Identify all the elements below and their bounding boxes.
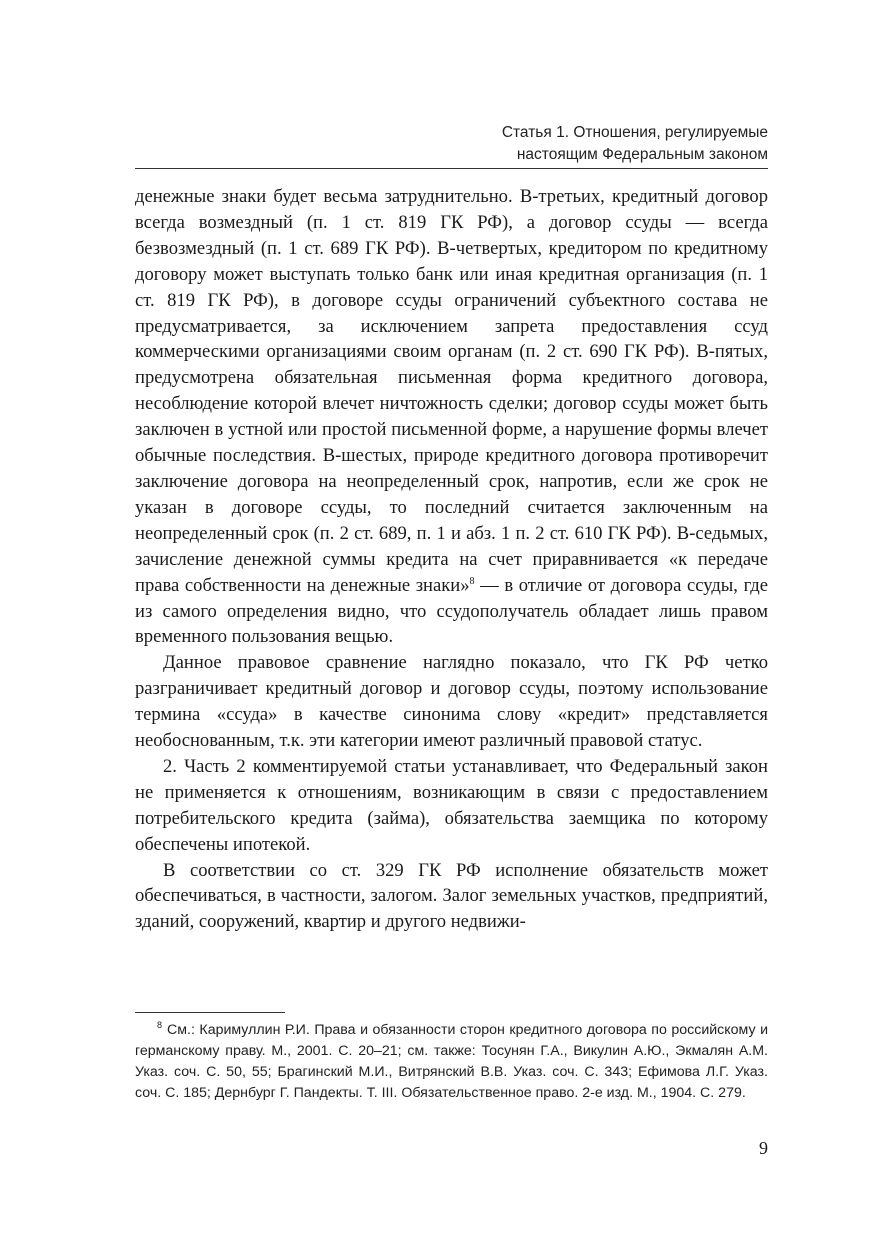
footnote <box>135 1020 768 1104</box>
paragraph-2: Данное правовое сравнение наглядно показало, что ГК РФ четко разграничивает кредитный договор и договор ссуды, поэтому использование термина «ссуда» в качестве синонима слову «кредит» представляется необоснованным, т.к. эти категории имеют различный правовой статус. <box>135 652 768 752</box>
paragraph-3: 2. Часть 2 комментируемой статьи устанавливает, что Федеральный закон не применяется к отношениям, возникающим в связи с предоставлением потребительского кредита (займа), обязательства заемщика по которому обеспечены ипотекой. <box>135 755 768 855</box>
paragraph-1-text-a: денежные знаки будет весьма затруднительно. В-третьих, кредитный договор всегда возмездный (п. 1 ст. 819 ГК РФ), а договор ссуды — всегда безвозмездный (п. 1 ст. 689 ГК РФ). В-четвертых, кредитором по кредитному договору может выступать только банк или иная кредитная организация (п. 1 ст. 819 ГК РФ), в договоре ссуды ограничений субъектного состава не предусматривается, за исключением запрета предоставления ссуд коммерческими организациями своим органам (п. 2 ст. 690 ГК РФ). В-пятых, предусмотрена обязательная письменная форма кредитного договора, несоблюдение которой влечет ничтожность сделки; договор ссуды может быть заключен в устной или простой письменной форме, а нарушение формы влечет обычные последствия. В-шестых, природе кредитного договора противоречит заключение договора на неопределенный срок, напротив, если же срок не указан в договоре ссуды, то последний считается заключенным на неопределенный срок (п. 2 ст. 689, п. 1 и абз. 1 п. 2 ст. 610 ГК РФ). В-седьмых, зачисление денежной суммы кредита на счет приравнивается «к передаче права собственности на денежные знаки» <box>135 186 768 596</box>
main-text <box>135 184 768 935</box>
page-number: 9 <box>759 1138 768 1158</box>
running-header-line-2: настоящим Федеральным законом <box>516 146 768 163</box>
paragraph-1-text-b: — в отличие от договора ссуды, где из самого определения видно, что ссудополучатель обладает лишь правом временного пользования вещью. <box>135 574 768 648</box>
footnote-marker: 8 <box>157 1020 163 1031</box>
footnote-reference: 8 <box>469 575 475 587</box>
running-header <box>128 122 768 166</box>
header-rule <box>135 168 768 169</box>
paragraph-1 <box>135 184 768 650</box>
footnote-text: См.: Каримуллин Р.И. Права и обязанности сторон кредитного договора по российскому и германскому праву. М., 2001. С. 20–21; см. также: Тосунян Г.А., Викулин А.Ю., Экмалян А.М. Указ. соч. С. 50, 55; Брагинский М.И., Витрянский В.В. Указ. соч. С. 343; Ефимова Л.Г. Указ. соч. С. 185; Дернбург Г. Пандекты. Т. III. Обязательственное право. 2-е изд. М., 1904. С. 279. <box>135 1022 768 1101</box>
running-header-line-1: Статья 1. Отношения, регулируемые <box>501 124 768 141</box>
paragraph-4: В соответствии со ст. 329 ГК РФ исполнение обязательств может обеспечиваться, в частности, залогом. Залог земельных участков, предприятий, зданий, сооружений, квартир и другого недвижи- <box>135 859 768 933</box>
footnote-rule <box>135 1012 285 1013</box>
